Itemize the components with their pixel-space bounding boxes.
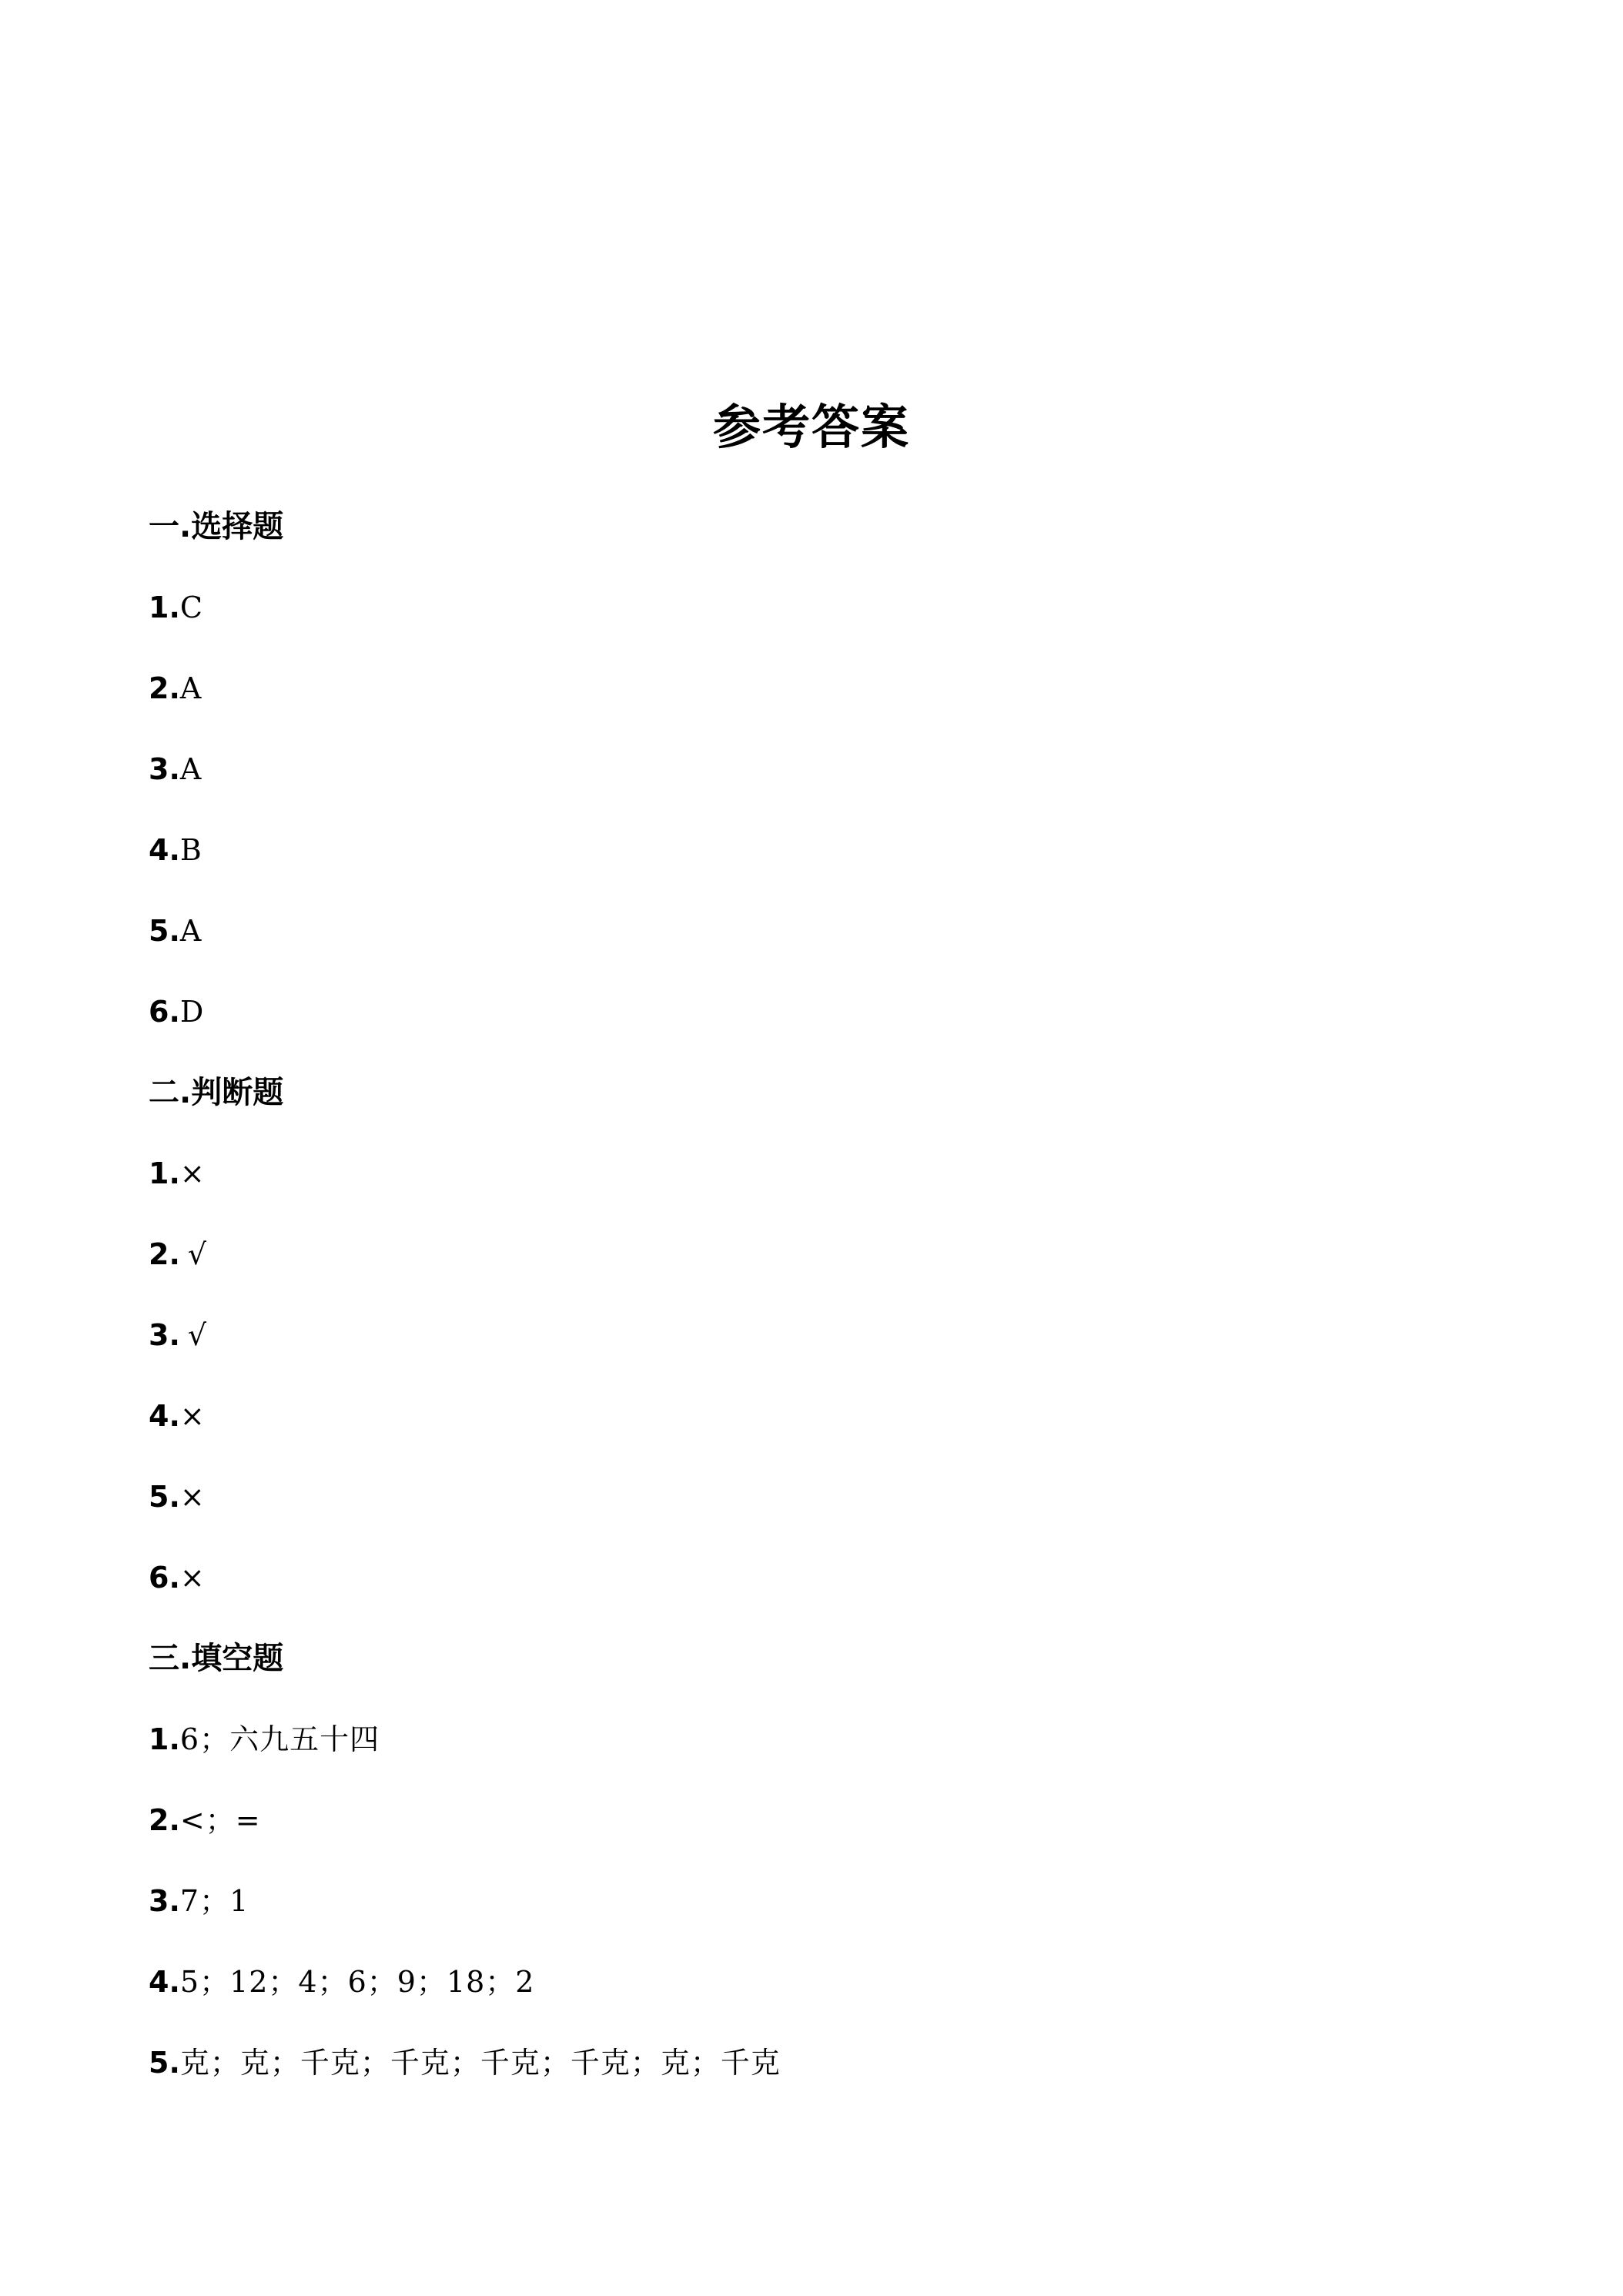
item-number: 1. — [149, 1156, 180, 1190]
item-number: 4. — [149, 833, 180, 867]
item-answer: <；= — [179, 1803, 261, 1837]
section-heading-multiple-choice: 一.选择题 — [149, 509, 284, 544]
list-item — [149, 1474, 206, 1520]
item-answer: × — [179, 1156, 206, 1190]
item-answer: × — [179, 1399, 206, 1433]
item-answer: √ — [187, 1318, 208, 1352]
list-item — [149, 1393, 206, 1439]
item-number: 6. — [149, 1561, 180, 1595]
list-item — [149, 746, 202, 792]
item-answer: A — [179, 752, 202, 786]
list-item — [149, 1716, 380, 1762]
item-answer: B — [179, 833, 202, 867]
item-answer: √ — [187, 1237, 208, 1271]
item-answer: × — [179, 1561, 206, 1595]
list-item — [149, 665, 202, 711]
item-number: 2. — [149, 1237, 180, 1271]
item-number: 3. — [149, 1318, 180, 1352]
item-number: 2. — [149, 671, 180, 705]
section-heading-true-false: 二.判断题 — [149, 1075, 284, 1110]
item-number: 4. — [149, 1965, 180, 1999]
item-answer: 克；克；千克；千克；千克；千克；克；千克 — [179, 2046, 781, 2080]
item-number: 6. — [149, 995, 180, 1029]
list-item — [149, 584, 203, 631]
item-answer: D — [179, 995, 205, 1029]
item-answer: × — [179, 1480, 206, 1514]
item-answer: A — [179, 671, 202, 705]
item-answer: 7；1 — [179, 1884, 249, 1918]
list-item — [149, 908, 202, 954]
item-number: 3. — [149, 1884, 180, 1918]
list-item — [149, 1959, 534, 2005]
list-item — [149, 1150, 206, 1197]
page-title: 参考答案 — [712, 399, 910, 455]
item-answer: A — [179, 914, 202, 948]
list-item — [149, 989, 204, 1035]
item-answer: C — [179, 591, 203, 624]
list-item — [149, 2040, 781, 2086]
item-number: 2. — [149, 1803, 180, 1837]
list-item — [149, 1555, 206, 1601]
item-number: 3. — [149, 752, 180, 786]
item-number: 1. — [149, 1722, 180, 1756]
section-heading-fill-in: 三.填空题 — [149, 1641, 284, 1676]
list-item — [149, 827, 202, 873]
list-item — [149, 1797, 261, 1843]
item-answer: 5；12；4；6；9；18；2 — [179, 1965, 535, 1999]
list-item — [149, 1312, 207, 1358]
list-item — [149, 1231, 207, 1277]
item-number: 4. — [149, 1399, 180, 1433]
item-number: 1. — [149, 591, 180, 624]
item-number: 5. — [149, 1480, 180, 1514]
item-number: 5. — [149, 914, 180, 948]
list-item — [149, 1878, 249, 1924]
item-number: 5. — [149, 2046, 180, 2080]
item-answer: 6；六九五十四 — [179, 1722, 380, 1756]
